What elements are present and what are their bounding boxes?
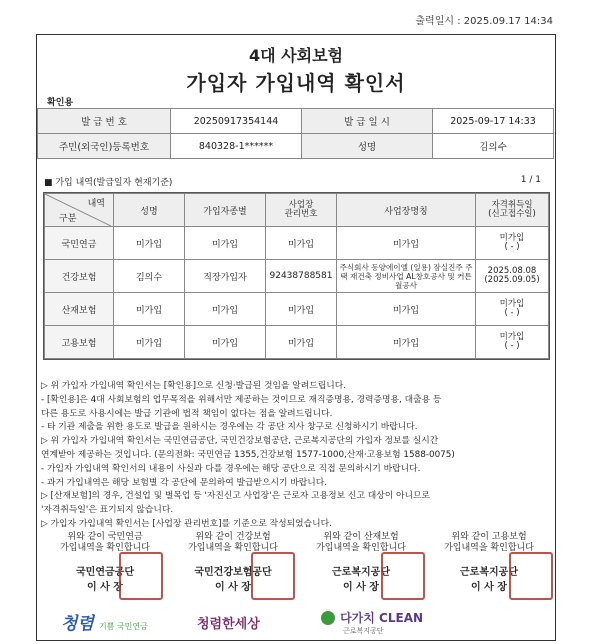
name-label: 성명 <box>302 134 433 159</box>
note-line: ▷ 가입자 가입내역 확인서는 [사업장 관리번호]를 기준으로 작성되었습니다. <box>41 518 332 529</box>
enrollment-table-frame <box>43 192 550 360</box>
stamp-org: 국민연금공단 <box>76 567 134 578</box>
row-acquisition-date: 2025.08.08 (2025.09.05) <box>476 260 549 293</box>
row-mgmt-no: 미가입 <box>266 293 337 326</box>
table-row <box>45 260 549 293</box>
note-line: - 가입자 가입내역 확인서의 내용이 사실과 다를 경우에는 해당 공단으로 직접 문의하시기 바랍니다. <box>41 463 421 474</box>
row-type: 산재보험 <box>45 293 114 326</box>
issue-date-value: 2025-09-17 14:33 <box>433 109 554 134</box>
row-mgmt-no: 미가입 <box>266 227 337 260</box>
stamp-ceo: 이 사 장 <box>215 582 251 593</box>
note-line: - [확인용]은 4대 사회보험의 업무목적을 위해서만 제공하는 것이므로 재직증명용, 경력증명용, 대출용 등 <box>41 394 442 405</box>
header-details-label: 내역 <box>87 199 105 209</box>
logo-pension-integrity: 청렴 기쁨 국민연금 <box>61 614 148 634</box>
note-line: - 과거 가입내역은 해당 보험별 각 공단에 문의하여 발급받으시기 바랍니다. <box>41 477 328 488</box>
issue-date-label: 발 급 일 시 <box>302 109 433 134</box>
rrn-label: 주민(외국인)등록번호 <box>38 134 171 159</box>
purpose-label: 확인용 <box>47 98 74 108</box>
row-type: 건강보험 <box>45 260 114 293</box>
row-mgmt-no: 92438788581 <box>266 260 337 293</box>
row-mgmt-no: 미가입 <box>266 326 337 359</box>
official-seal-icon <box>381 552 425 600</box>
notes-block <box>41 380 551 532</box>
note-line: ▷ 위 가입자 가입내역 확인서는 [확인용]으로 신청·발급된 것임을 알려드립니다. <box>41 381 347 391</box>
stamp-org: 근로복지공단 <box>460 567 518 578</box>
document-title-line2: 가입자 가입내역 확인서 <box>186 71 406 95</box>
page-number: 1 / 1 <box>520 175 541 185</box>
name-value: 김의수 <box>433 134 554 159</box>
row-type: 국민연금 <box>45 227 114 260</box>
row-member-type: 미가입 <box>185 326 266 359</box>
row-business-name: 미가입 <box>337 293 476 326</box>
stamp-org: 근로복지공단 <box>332 567 390 578</box>
official-seal-icon <box>119 552 163 600</box>
col-header-name: 성명 <box>114 194 185 227</box>
stamp-ceo: 이 사 장 <box>87 582 123 593</box>
row-business-name: 미가입 <box>337 227 476 260</box>
row-acquisition-date: 미가입 ( - ) <box>476 326 549 359</box>
col-header-mgmt-no: 사업장 관리번호 <box>266 194 337 227</box>
row-member-type: 미가입 <box>185 293 266 326</box>
note-line: 연계받아 제공하는 것입니다. (문의전화: 국민연금 1355,건강보험 1577-1000,산재·고용보험 1588-0075) <box>41 449 455 460</box>
rrn-value: 840328-1****** <box>171 134 302 159</box>
note-line: ▷ 위 가입자 가입내역 확인서는 국민연금공단, 국민건강보험공단, 근로복지공단의 가입자 정보를 실시간 <box>41 436 439 447</box>
stamp-pension: 위와 같이 국민연금 가입내역을 확인합니다 국민연금공단 이 사 장 <box>41 532 169 597</box>
section-title: ■ 가입 내역(발급일자 현재기준) <box>44 178 173 188</box>
row-business-name: 미가입 <box>337 326 476 359</box>
enrollment-table <box>44 193 549 359</box>
row-acquisition-date: 미가입 ( - ) <box>476 227 549 260</box>
logo-health-integrity: 청렴한세상 <box>197 617 260 632</box>
stamp-health: 위와 같이 건강보험 가입내역을 확인합니다 국민건강보험공단 이 사 장 <box>169 532 297 597</box>
note-line: ▷ [산재보험]의 경우, 건설업 및 벌목업 등 '자진신고 사업장'은 근로자 고용정보 신고 대상이 아니므로 <box>41 491 431 502</box>
row-name: 김의수 <box>114 260 185 293</box>
certificate-document <box>36 34 556 641</box>
print-datetime: 출력일시 : 2025.09.17 14:34 <box>415 16 553 27</box>
note-line: - 타 기관 제출을 위한 용도로 발급을 원하시는 경우에는 각 공단 지사 창구로 신청하시기 바랍니다. <box>41 422 418 433</box>
row-name: 미가입 <box>114 227 185 260</box>
row-acquisition-date: 미가입 ( - ) <box>476 293 549 326</box>
logo-comwel-clean: 다가치 CLEAN 근로복지공단 <box>321 607 423 636</box>
note-line: 다른 용도로 사용시에는 발급 기관에 법적 책임이 없다는 점을 알려드립니다. <box>41 408 333 419</box>
stamp-org: 국민건강보험공단 <box>194 567 272 578</box>
table-row <box>45 326 549 359</box>
header-category-label: 구분 <box>59 214 77 224</box>
stamp-ceo: 이 사 장 <box>471 582 507 593</box>
col-header-business-name: 사업장명칭 <box>337 194 476 227</box>
row-name: 미가입 <box>114 326 185 359</box>
issue-no-label: 발 급 번 호 <box>38 109 171 134</box>
official-seal-icon <box>251 552 295 600</box>
document-title-line1: 4대 사회보험 <box>249 46 343 65</box>
issue-no-value: 20250917354144 <box>171 109 302 134</box>
col-header-member-type: 가입자종별 <box>185 194 266 227</box>
col-header-acquisition-date: 자격취득일 (신고접수일) <box>476 194 549 227</box>
table-row <box>45 293 549 326</box>
official-seal-icon <box>509 552 553 600</box>
row-name: 미가입 <box>114 293 185 326</box>
table-row <box>45 227 549 260</box>
row-member-type: 직장가입자 <box>185 260 266 293</box>
row-member-type: 미가입 <box>185 227 266 260</box>
clean-logo-icon <box>321 611 335 625</box>
footer-logos <box>37 605 555 641</box>
row-business-name: 주식회사 동양에이엘 (일용) 잠실진주 주택 재건축 정비사업 AL창호공사 및 커튼월공사 <box>337 260 476 293</box>
header-diagonal-cell <box>45 194 114 227</box>
note-line: '자격취득일'은 표기되지 않습니다. <box>41 505 174 516</box>
issue-info-table <box>37 108 554 159</box>
stamp-employment: 위와 같이 고용보험 가입내역을 확인합니다 근로복지공단 이 사 장 <box>425 532 553 597</box>
row-type: 고용보험 <box>45 326 114 359</box>
stamp-ceo: 이 사 장 <box>343 582 379 593</box>
stamp-industrial: 위와 같이 산재보험 가입내역을 확인합니다 근로복지공단 이 사 장 <box>297 532 425 597</box>
